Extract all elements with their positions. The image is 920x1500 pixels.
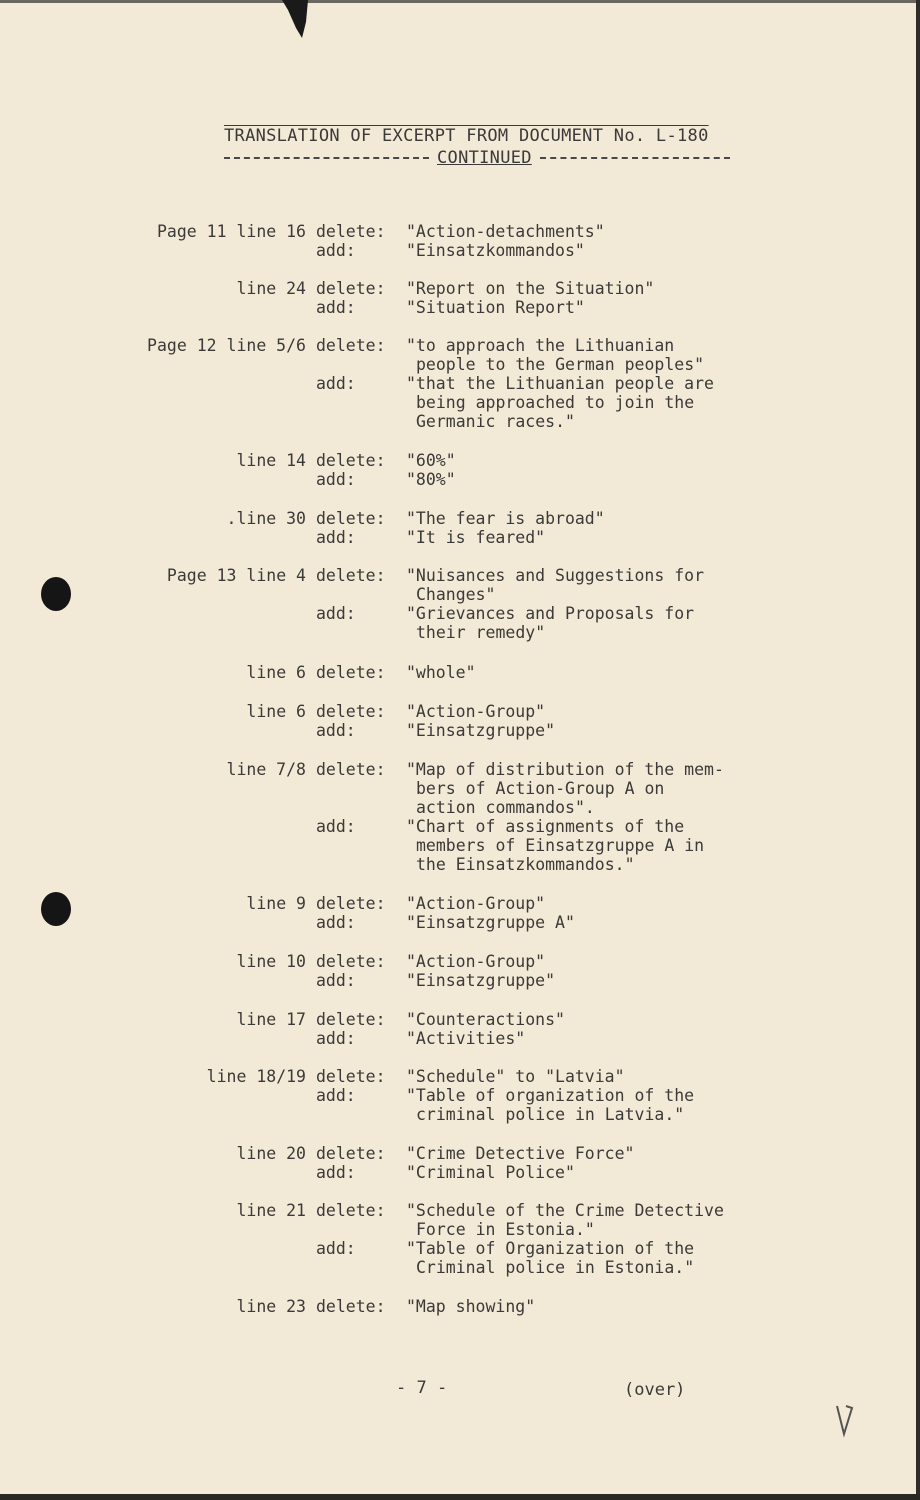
text-line: Changes" — [416, 585, 496, 604]
operation-label: delete: — [316, 1201, 386, 1220]
operation-text — [406, 817, 776, 874]
text-line: "Action-Group" — [406, 894, 546, 913]
text-line: "Action-Group" — [406, 702, 546, 721]
text-line: criminal police in Latvia." — [416, 1105, 685, 1124]
operation-label: delete: — [316, 760, 386, 779]
text-line: "Einsatzgruppe" — [406, 721, 556, 740]
operation-label: add: — [316, 374, 356, 393]
text-line: "whole" — [406, 663, 476, 682]
operation-text — [406, 279, 776, 298]
text-line: "that the Lithuanian people are — [406, 374, 714, 393]
operation-label: add: — [316, 721, 356, 740]
page-edge-right — [916, 0, 920, 1500]
text-line: "Table of organization of the — [406, 1086, 695, 1105]
text-line: "Action-Group" — [406, 952, 546, 971]
operation-text — [406, 298, 776, 317]
operation-text — [406, 1201, 776, 1239]
operation-text — [406, 1144, 776, 1163]
page-edge-top — [0, 0, 920, 3]
line-reference: line 14 — [236, 451, 306, 470]
operation-text — [406, 1239, 776, 1277]
handwritten-corner-mark — [834, 1402, 856, 1438]
text-line: members of Einsatzgruppe A in — [416, 836, 705, 855]
text-line: "Schedule of the Crime Detective — [406, 1201, 724, 1220]
operation-label: add: — [316, 1029, 356, 1048]
line-reference: line 24 — [236, 279, 306, 298]
operation-label: delete: — [316, 1010, 386, 1029]
text-line: "Nuisances and Suggestions for — [406, 566, 705, 585]
operation-label: delete: — [316, 1144, 386, 1163]
text-line: "Situation Report" — [406, 298, 585, 317]
operation-text — [406, 470, 776, 489]
operation-text — [406, 952, 776, 971]
text-line: people to the German peoples" — [416, 355, 705, 374]
operation-label: add: — [316, 604, 356, 623]
text-line: "Criminal Police" — [406, 1163, 575, 1182]
text-line: "Einsatzgruppe A" — [406, 913, 575, 932]
operation-label: delete: — [316, 451, 386, 470]
operation-label: add: — [316, 528, 356, 547]
operation-text — [406, 913, 776, 932]
operation-label: add: — [316, 241, 356, 260]
text-line: "Map of distribution of the mem- — [406, 760, 724, 779]
operation-text — [406, 222, 776, 241]
text-line: their remedy" — [416, 623, 546, 642]
operation-label: add: — [316, 817, 356, 836]
document-subtitle-row — [224, 148, 764, 168]
text-line: "The fear is abroad" — [406, 509, 605, 528]
operation-label: add: — [316, 1239, 356, 1258]
text-line: Germanic races." — [416, 412, 575, 431]
text-line: bers of Action-Group A on — [416, 779, 665, 798]
page-number: - 7 - — [396, 1378, 448, 1398]
operation-label: add: — [316, 298, 356, 317]
text-line: "Report on the Situation" — [406, 279, 655, 298]
line-reference: line 17 — [236, 1010, 306, 1029]
text-line: action commandos". — [416, 798, 595, 817]
text-line: the Einsatzkommandos." — [416, 855, 635, 874]
operation-text — [406, 604, 776, 642]
text-line: "Einsatzgruppe" — [406, 971, 556, 990]
operation-label: delete: — [316, 222, 386, 241]
operation-label: delete: — [316, 702, 386, 721]
operation-label: delete: — [316, 663, 386, 682]
operation-text — [406, 241, 776, 260]
document-title: TRANSLATION OF EXCERPT FROM DOCUMENT No. L-180 — [224, 126, 709, 146]
operation-text — [406, 1067, 776, 1086]
operation-label: delete: — [316, 1067, 386, 1086]
document-subtitle: CONTINUED — [437, 148, 532, 168]
operation-label: delete: — [316, 279, 386, 298]
operation-text — [406, 663, 776, 682]
text-line: Criminal police in Estonia." — [416, 1258, 695, 1277]
line-reference: Page 11 line 16 — [156, 222, 306, 241]
operation-label: add: — [316, 470, 356, 489]
line-reference: line 6 — [246, 702, 306, 721]
line-reference: .line 30 — [226, 509, 306, 528]
operation-text — [406, 374, 776, 431]
text-line: "It is feared" — [406, 528, 546, 547]
text-line: "Crime Detective Force" — [406, 1144, 635, 1163]
punch-hole-bottom — [41, 892, 71, 926]
operation-text — [406, 336, 776, 374]
operation-label: delete: — [316, 952, 386, 971]
text-line: "Table of Organization of the — [406, 1239, 695, 1258]
line-reference: line 20 — [236, 1144, 306, 1163]
operation-text — [406, 1010, 776, 1029]
text-line: "80%" — [406, 470, 456, 489]
dash-rule-right — [540, 157, 730, 159]
line-reference: line 10 — [236, 952, 306, 971]
operation-text — [406, 1297, 776, 1316]
operation-label: delete: — [316, 509, 386, 528]
operation-label: delete: — [316, 566, 386, 585]
operation-text — [406, 721, 776, 740]
operation-text — [406, 528, 776, 547]
operation-text — [406, 894, 776, 913]
text-line: Force in Estonia." — [416, 1220, 595, 1239]
text-line: being approached to join the — [416, 393, 695, 412]
text-line: "to approach the Lithuanian — [406, 336, 675, 355]
line-reference: Page 13 line 4 — [166, 566, 306, 585]
operation-label: add: — [316, 1163, 356, 1182]
operation-text — [406, 1163, 776, 1182]
operation-text — [406, 702, 776, 721]
text-line: "Action-detachments" — [406, 222, 605, 241]
punch-hole-top — [41, 577, 71, 611]
operation-label: add: — [316, 1086, 356, 1105]
text-line: "Grievances and Proposals for — [406, 604, 695, 623]
text-line: "Map showing" — [406, 1297, 536, 1316]
operation-text — [406, 1086, 776, 1124]
text-line: "Einsatzkommandos" — [406, 241, 585, 260]
operation-label: add: — [316, 913, 356, 932]
operation-label: delete: — [316, 336, 386, 355]
over-note: (over) — [624, 1380, 686, 1400]
line-reference: Page 12 line 5/6 — [147, 336, 306, 355]
line-reference: line 23 — [236, 1297, 306, 1316]
text-line: "Counteractions" — [406, 1010, 565, 1029]
operation-text — [406, 760, 776, 817]
operation-label: delete: — [316, 1297, 386, 1316]
line-reference: line 18/19 — [206, 1067, 306, 1086]
dash-rule-left — [224, 157, 429, 159]
line-reference: line 6 — [246, 663, 306, 682]
operation-text — [406, 1029, 776, 1048]
operation-label: add: — [316, 971, 356, 990]
line-reference: line 9 — [246, 894, 306, 913]
operation-text — [406, 566, 776, 604]
text-line: "Schedule" to "Latvia" — [406, 1067, 625, 1086]
operation-text — [406, 451, 776, 470]
line-reference: line 7/8 — [226, 760, 306, 779]
document-header — [224, 126, 764, 168]
text-line: "60%" — [406, 451, 456, 470]
line-reference: line 21 — [236, 1201, 306, 1220]
text-line: "Activities" — [406, 1029, 526, 1048]
text-line: "Chart of assignments of the — [406, 817, 685, 836]
staple-mark — [282, 0, 312, 40]
page-edge-bottom — [0, 1494, 920, 1500]
operation-label: delete: — [316, 894, 386, 913]
operation-text — [406, 509, 776, 528]
operation-text — [406, 971, 776, 990]
